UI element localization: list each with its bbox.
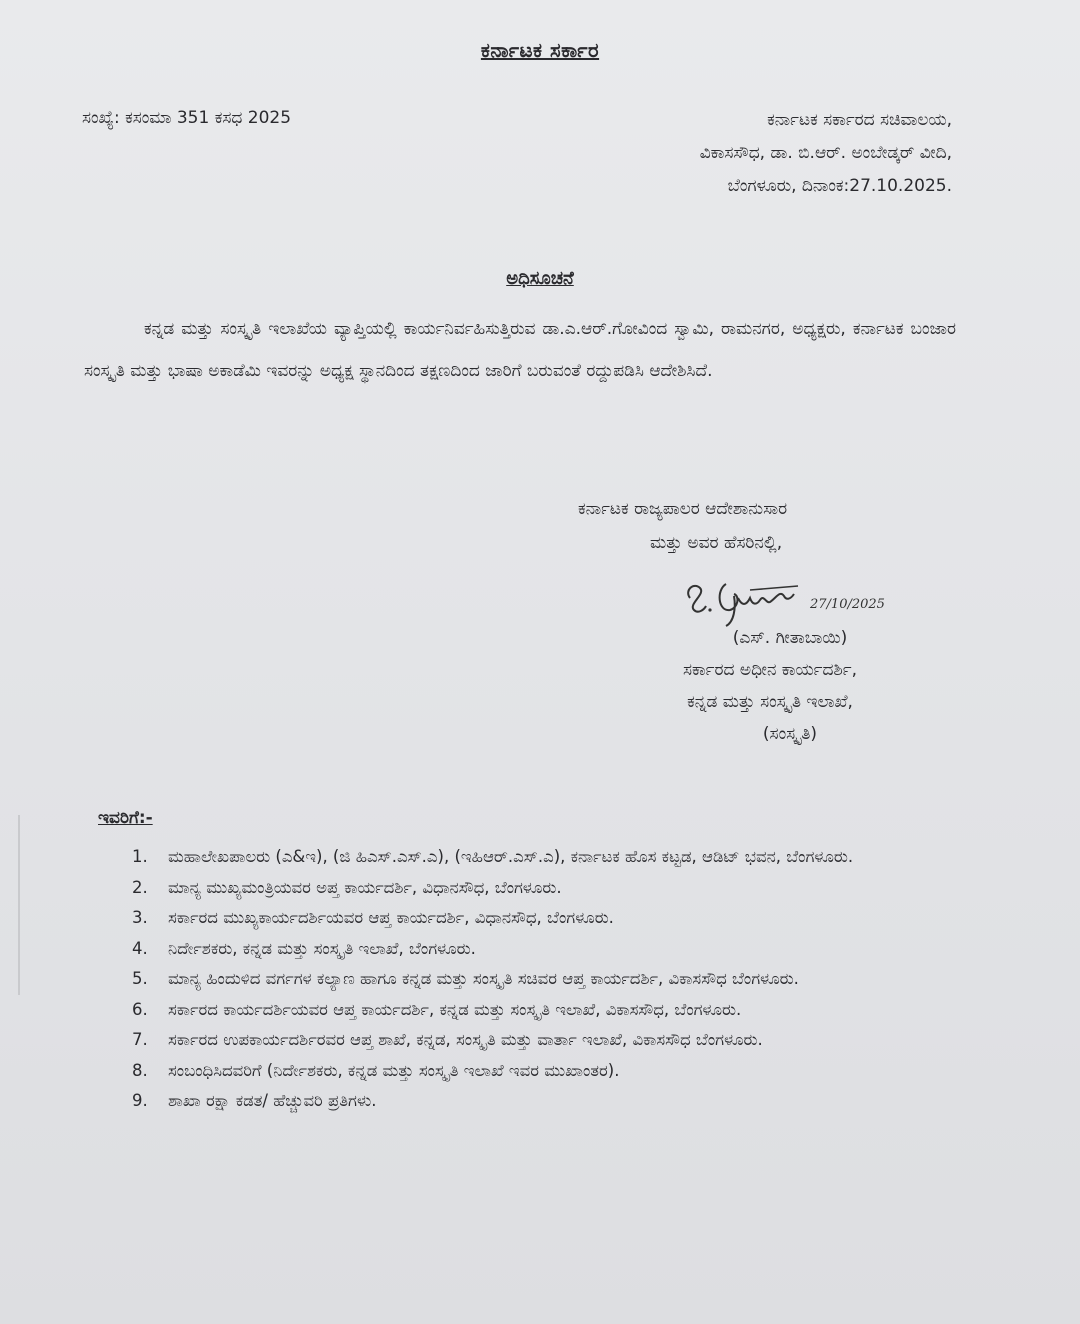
authority-line: ಮತ್ತು ಅವರ ಹೆಸರಿನಲ್ಲಿ, bbox=[650, 533, 783, 553]
paper-edge-shadow bbox=[18, 815, 20, 995]
list-item: 7. ಸರ್ಕಾರದ ಉಪಕಾರ್ಯದರ್ಶಿರವರ ಆಪ್ತ ಶಾಖೆ, ಕನ್ನಡ, ಸಂಸ್ಕೃತಿ ಮತ್ತು ವಾರ್ತಾ ಇಲಾಖೆ, ವಿಕಾಸಸೌಧ ಬೆಂಗಳೂರು. bbox=[132, 1030, 763, 1049]
address-date-line: ಬೆಂಗಳೂರು, ದಿನಾಂಕ:27.10.2025. bbox=[727, 176, 952, 196]
reference-number: ಸಂಖ್ಯೆ: ಕಸಂಮಾ 351 ಕಸಧ 2025 bbox=[82, 108, 292, 128]
notification-heading: ಅಧಿಸೂಚನೆ bbox=[506, 268, 574, 289]
signatory-section: (ಸಂಸ್ಕೃತಿ) bbox=[762, 724, 818, 744]
authority-block bbox=[560, 492, 980, 560]
handwritten-signature bbox=[680, 560, 920, 630]
list-item: 4. ನಿರ್ದೇಶಕರು, ಕನ್ನಡ ಮತ್ತು ಸಂಸ್ಕೃತಿ ಇಲಾಖೆ, ಬೆಂಗಳೂರು. bbox=[132, 938, 476, 958]
government-title: ಕರ್ನಾಟಕ ಸರ್ಕಾರ bbox=[480, 38, 600, 62]
address-line: ಕರ್ನಾಟಕ ಸರ್ಕಾರದ ಸಚಿವಾಲಯ, bbox=[767, 110, 952, 130]
list-item: 2. ಮಾನ್ಯ ಮುಖ್ಯಮಂತ್ರಿಯವರ ಅಪ್ತ ಕಾರ್ಯದರ್ಶಿ, ವಿಧಾನಸೌಧ, ಬೆಂಗಳೂರು. bbox=[132, 877, 562, 897]
signatory-department: ಕನ್ನಡ ಮತ್ತು ಸಂಸ್ಕೃತಿ ಇಲಾಖೆ, bbox=[687, 692, 853, 712]
list-item: 9. ಶಾಖಾ ರಕ್ಷಾ ಕಡತ/ ಹೆಚ್ಚುವರಿ ಪ್ರತಿಗಳು. bbox=[132, 1091, 377, 1110]
address-line: ವಿಕಾಸಸೌಧ, ಡಾ. ಬಿ.ಆರ್. ಅಂಬೇಡ್ಕರ್ ವೀದಿ, bbox=[699, 143, 952, 163]
signatory-designation: ಸರ್ಕಾರದ ಅಧೀನ ಕಾರ್ಯದರ್ಶಿ, bbox=[683, 660, 857, 680]
notification-body: ಕನ್ನಡ ಮತ್ತು ಸಂಸ್ಕೃತಿ ಇಲಾಖೆಯ ವ್ಯಾಪ್ತಿಯಲ್ಲಿ ಕಾರ್ಯನಿರ್ವಹಿಸುತ್ತಿರುವ ಡಾ.ಎ.ಆರ್.ಗೋವಿಂದ ಸ್ವಾಮಿ, ರಾಮನಗರ, ಅಧ್ಯಕ್ಷರು, ಕರ್ನಾಟಕ ಬಂಜಾರ ಸಂಸ್ಕೃತಿ ಮತ್ತು ಭಾಷಾ ಅಕಾಡೆಮಿ ಇವರನ್ನು ಅಧ್ಯಕ್ಷ ಸ್ಥಾನದಿಂದ ತಕ್ಷಣದಿಂದ ಜಾರಿಗೆ ಬರುವಂತೆ ರದ್ದುಪಡಿಸಿ ಆದೇಶಿಸಿದೆ. bbox=[84, 319, 956, 381]
recipients-list bbox=[132, 842, 932, 1117]
list-item: 1. ಮಹಾಲೇಖಪಾಲರು (ಎ&ಇ), (ಜಿ ಹಿಎಸ್.ಎಸ್.ಎ), (ಇಹಿಆರ್.ಎಸ್.ಎ), ಕರ್ನಾಟಕ ಹೊಸ ಕಟ್ಟಡ, ಆಡಿಟ್ ಭವನ, ಬೆಂಗಳೂರು. bbox=[132, 847, 854, 866]
list-item: 8. ಸಂಬಂಧಿಸಿದವರಿಗೆ (ನಿರ್ದೇಶಕರು, ಕನ್ನಡ ಮತ್ತು ಸಂಸ್ಕೃತಿ ಇಲಾಖೆ ಇವರ ಮುಖಾಂತರ). bbox=[132, 1060, 620, 1080]
list-item: 3. ಸರ್ಕಾರದ ಮುಖ್ಯಕಾರ್ಯದರ್ಶಿಯವರ ಆಪ್ತ ಕಾರ್ಯದರ್ಶಿ, ವಿಧಾನಸೌಧ, ಬೆಂಗಳೂರು. bbox=[132, 908, 614, 927]
signature-date: 27/10/2025 bbox=[810, 597, 885, 612]
list-item: 6. ಸರ್ಕಾರದ ಕಾರ್ಯದರ್ಶಿಯವರ ಆಪ್ತ ಕಾರ್ಯದರ್ಶಿ, ಕನ್ನಡ ಮತ್ತು ಸಂಸ್ಕೃತಿ ಇಲಾಖೆ, ವಿಕಾಸಸೌಧ, ಬೆಂಗಳೂರು. bbox=[132, 999, 742, 1019]
authority-line: ಕರ್ನಾಟಕ ರಾಜ್ಯಪಾಲರ ಆದೇಶಾನುಸಾರ bbox=[578, 499, 788, 519]
office-address bbox=[700, 104, 952, 203]
signatory-name: (ಎಸ್. ಗೀತಾಬಾಯಿ) bbox=[732, 628, 848, 648]
signatory-block bbox=[560, 622, 980, 750]
recipients-title: ಇವರಿಗೆ:- bbox=[98, 808, 153, 828]
list-item: 5. ಮಾನ್ಯ ಹಿಂದುಳಿದ ವರ್ಗಗಳ ಕಲ್ಯಾಣ ಹಾಗೂ ಕನ್ನಡ ಮತ್ತು ಸಂಸ್ಕೃತಿ ಸಚಿವರ ಆಪ್ತ ಕಾರ್ಯದರ್ಶಿ, ವಿಕಾಸಸೌಧ ಬೆಂಗಳೂರು. bbox=[132, 969, 799, 988]
